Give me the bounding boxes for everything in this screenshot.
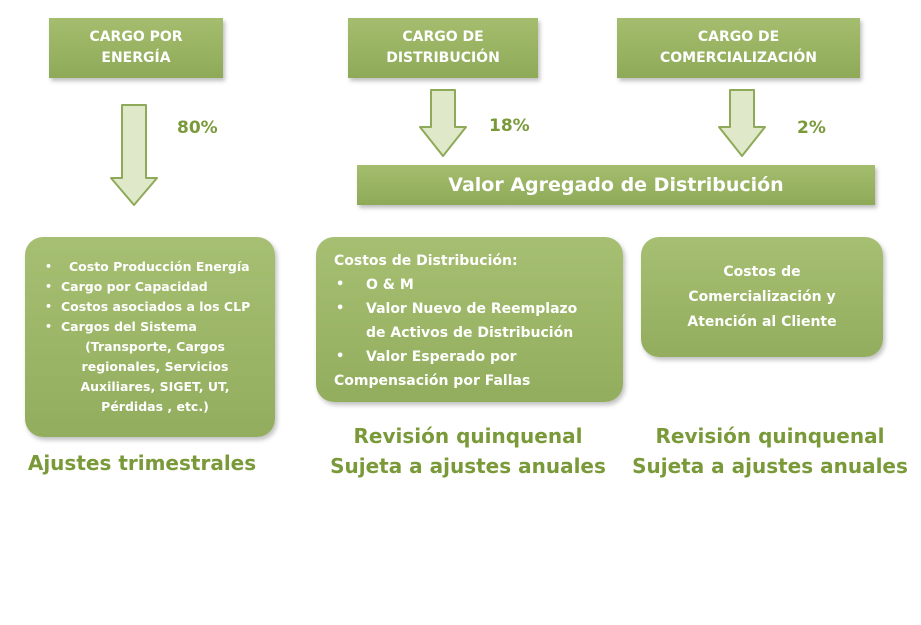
list-item xyxy=(45,297,265,317)
bullet-icon: • xyxy=(45,320,53,333)
down-arrow-distribucion-icon xyxy=(418,89,468,158)
down-arrow-comercializacion-icon xyxy=(717,89,767,158)
footer-line: Revisión quinquenal xyxy=(655,424,885,448)
footer-distribucion xyxy=(318,421,618,481)
footer-line: Sujeta a ajustes anuales xyxy=(632,454,908,478)
footer-line: Ajustes trimestrales xyxy=(27,451,257,475)
list-item xyxy=(334,297,619,345)
detail-line: (Transporte, Cargos xyxy=(85,339,225,354)
list-item xyxy=(334,345,619,393)
list-item xyxy=(45,317,265,337)
header-cargo-energia-line-1: CARGO POR xyxy=(89,29,183,45)
footer-line: Sujeta a ajustes anuales xyxy=(330,454,606,478)
footer-energia xyxy=(22,448,262,478)
commercialization-line: Costos de xyxy=(723,263,801,280)
list-item-detail xyxy=(45,337,265,417)
list-item xyxy=(45,277,265,297)
percentage-distribucion: 18% xyxy=(489,116,530,136)
valor-agregado-distribucion-bar: Valor Agregado de Distribución xyxy=(357,165,875,205)
header-cargo-comercializacion-line-1: CARGO DE xyxy=(697,29,780,45)
list-item-text: Costos asociados a los CLP xyxy=(61,299,251,314)
down-arrow-energia-icon xyxy=(109,104,159,207)
list-item xyxy=(334,273,619,297)
bullet-icon: • xyxy=(336,301,345,316)
header-cargo-distribucion-line-1: CARGO DE xyxy=(402,29,484,45)
header-cargo-energia-line-2: ENERGÍA xyxy=(101,50,171,66)
footer-comercializacion xyxy=(622,421,918,481)
energy-cost-list xyxy=(45,257,265,417)
header-cargo-distribucion xyxy=(348,18,538,78)
percentage-energia: 80% xyxy=(177,118,218,138)
header-cargo-comercializacion-line-2: COMERCIALIZACIÓN xyxy=(660,50,817,66)
list-item-text: Cargo por Capacidad xyxy=(61,279,208,294)
commercialization-costs-box xyxy=(641,237,883,357)
bullet-icon: • xyxy=(336,277,345,292)
detail-line: regionales, Servicios xyxy=(81,359,229,374)
energy-cost-components-box xyxy=(25,237,275,437)
list-item-text: Valor Esperado por xyxy=(366,349,517,365)
list-item-text: Cargos del Sistema xyxy=(61,319,197,334)
list-item-text: Valor Nuevo de Reemplazo xyxy=(366,301,578,317)
detail-line: Pérdidas , etc.) xyxy=(101,399,209,414)
header-cargo-energia xyxy=(49,18,223,78)
list-item-text: O & M xyxy=(366,277,414,293)
list-item-text: de Activos de Distribución xyxy=(366,325,574,341)
header-cargo-distribucion-line-2: DISTRIBUCIÓN xyxy=(386,50,500,66)
bullet-icon: • xyxy=(336,349,345,364)
footer-line: Revisión quinquenal xyxy=(353,424,583,448)
detail-line: Auxiliares, SIGET, UT, xyxy=(80,379,230,394)
distribution-costs-title: Costos de Distribución: xyxy=(334,253,518,269)
distribution-costs-list xyxy=(334,273,619,393)
list-item xyxy=(45,257,265,277)
header-cargo-comercializacion xyxy=(617,18,860,78)
bullet-icon: • xyxy=(45,300,53,313)
commercialization-line: Atención al Cliente xyxy=(687,313,837,330)
list-item-text: Costo Producción Energía xyxy=(69,259,250,274)
distribution-costs-box xyxy=(316,237,623,402)
commercialization-line: Comercialización y xyxy=(688,288,836,305)
bullet-icon: • xyxy=(45,280,53,293)
bullet-icon: • xyxy=(45,260,53,273)
percentage-comercializacion: 2% xyxy=(797,118,826,138)
list-item-text: Compensación por Fallas xyxy=(334,373,531,389)
